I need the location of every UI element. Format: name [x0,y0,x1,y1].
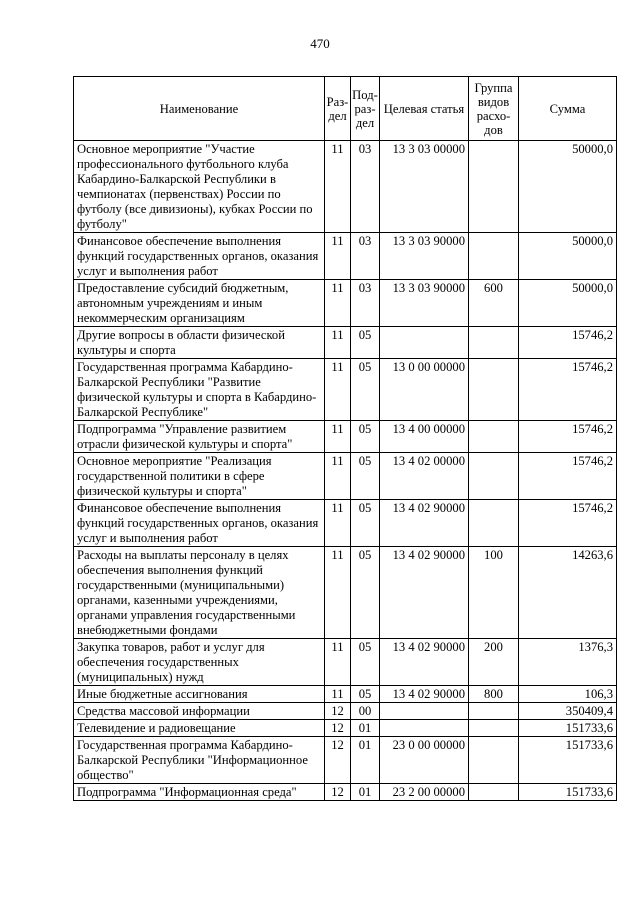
row-group [469,703,519,720]
row-target: 23 2 00 00000 [380,784,469,801]
row-subsection: 05 [351,639,380,686]
row-name: Закупка товаров, работ и услуг для обеспечения государственных (муниципальных) нужд [74,639,325,686]
row-name: Подпрограмма "Информационная среда" [74,784,325,801]
row-subsection: 03 [351,233,380,280]
row-section: 11 [325,500,351,547]
row-group [469,720,519,737]
table-row [74,453,617,500]
row-group [469,737,519,784]
row-subsection: 00 [351,703,380,720]
row-subsection: 01 [351,784,380,801]
row-group [469,141,519,233]
row-name: Основное мероприятие "Реализация государственной политики в сфере физической культуры и спорта" [74,453,325,500]
row-subsection: 05 [351,327,380,359]
row-target: 13 4 02 90000 [380,547,469,639]
row-group [469,359,519,421]
table-row [74,639,617,686]
row-section: 11 [325,327,351,359]
row-group: 600 [469,280,519,327]
row-sum: 15746,2 [519,453,617,500]
row-subsection: 01 [351,737,380,784]
row-sum: 151733,6 [519,784,617,801]
row-subsection: 03 [351,141,380,233]
row-section: 12 [325,737,351,784]
row-sum: 15746,2 [519,421,617,453]
row-name: Расходы на выплаты персоналу в целях обеспечения выполнения функций государственными (муниципальными) органами, казенными учреждениями, органами управления государственными внебюджетными фондами [74,547,325,639]
row-target: 13 4 02 90000 [380,500,469,547]
header-target: Целевая статья [380,77,469,141]
row-group [469,233,519,280]
row-section: 11 [325,233,351,280]
row-section: 11 [325,686,351,703]
row-sum: 1376,3 [519,639,617,686]
row-section: 11 [325,280,351,327]
row-group [469,327,519,359]
row-target: 13 3 03 90000 [380,233,469,280]
table-row [74,686,617,703]
row-group [469,500,519,547]
row-target: 13 3 03 90000 [380,280,469,327]
header-name: Наименование [74,77,325,141]
row-sum: 50000,0 [519,280,617,327]
table-row [74,421,617,453]
row-subsection: 03 [351,280,380,327]
row-name: Другие вопросы в области физической культуры и спорта [74,327,325,359]
table-row [74,327,617,359]
row-section: 11 [325,547,351,639]
row-sum: 106,3 [519,686,617,703]
row-subsection: 05 [351,453,380,500]
header-section: Раз-дел [325,77,351,141]
row-name: Государственная программа Кабардино-Балкарской Республики "Развитие физической культуры и спорта в Кабардино-Балкарской Республике" [74,359,325,421]
row-name: Основное мероприятие "Участие профессионального футбольного клуба Кабардино-Балкарской Республики в чемпионатах (первенствах) России по футболу (все дивизионы), кубках России по футболу" [74,141,325,233]
row-sum: 15746,2 [519,359,617,421]
row-sum: 151733,6 [519,720,617,737]
header-subsection: Под-раз-дел [351,77,380,141]
row-name: Государственная программа Кабардино-Балкарской Республики "Информационное общество" [74,737,325,784]
row-section: 11 [325,359,351,421]
row-sum: 14263,6 [519,547,617,639]
row-target: 13 4 02 90000 [380,686,469,703]
row-section: 12 [325,703,351,720]
row-group [469,421,519,453]
table-row [74,233,617,280]
row-group [469,784,519,801]
row-subsection: 01 [351,720,380,737]
row-subsection: 05 [351,547,380,639]
budget-table [73,76,617,801]
row-target [380,703,469,720]
row-section: 12 [325,784,351,801]
row-group [469,453,519,500]
row-subsection: 05 [351,686,380,703]
table-row [74,784,617,801]
table-row [74,500,617,547]
table-row [74,359,617,421]
row-subsection: 05 [351,421,380,453]
row-group: 100 [469,547,519,639]
table-row [74,547,617,639]
row-target: 13 3 03 00000 [380,141,469,233]
row-group: 200 [469,639,519,686]
row-subsection: 05 [351,359,380,421]
header-row [74,77,617,141]
row-sum: 50000,0 [519,141,617,233]
table-row [74,141,617,233]
table-row [74,737,617,784]
row-target: 13 4 02 00000 [380,453,469,500]
row-name: Подпрограмма "Управление развитием отрасли физической культуры и спорта" [74,421,325,453]
table-row [74,703,617,720]
row-section: 11 [325,141,351,233]
row-target [380,720,469,737]
row-name: Средства массовой информации [74,703,325,720]
row-target [380,327,469,359]
row-name: Телевидение и радиовещание [74,720,325,737]
row-group: 800 [469,686,519,703]
table-row [74,280,617,327]
row-sum: 350409,4 [519,703,617,720]
row-target: 23 0 00 00000 [380,737,469,784]
row-subsection: 05 [351,500,380,547]
row-section: 12 [325,720,351,737]
row-name: Финансовое обеспечение выполнения функций государственных органов, оказания услуг и выполнения работ [74,233,325,280]
row-section: 11 [325,639,351,686]
row-sum: 151733,6 [519,737,617,784]
row-target: 13 4 02 90000 [380,639,469,686]
row-sum: 50000,0 [519,233,617,280]
page-number: 470 [310,36,330,51]
row-name: Финансовое обеспечение выполнения функций государственных органов, оказания услуг и выполнения работ [74,500,325,547]
row-name: Предоставление субсидий бюджетным, автономным учреждениям и иным некоммерческим организациям [74,280,325,327]
row-section: 11 [325,453,351,500]
row-name: Иные бюджетные ассигнования [74,686,325,703]
row-section: 11 [325,421,351,453]
header-sum: Сумма [519,77,617,141]
table-row [74,720,617,737]
row-target: 13 4 00 00000 [380,421,469,453]
row-target: 13 0 00 00000 [380,359,469,421]
row-sum: 15746,2 [519,500,617,547]
row-sum: 15746,2 [519,327,617,359]
header-group: Группа видов расхо-дов [469,77,519,141]
